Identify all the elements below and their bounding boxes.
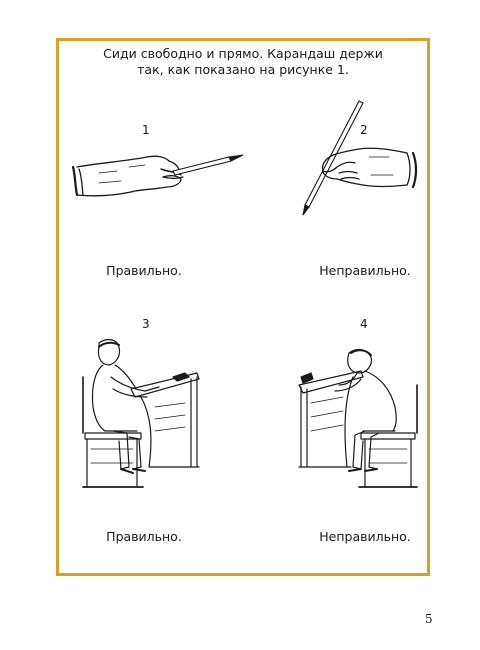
content-frame	[56, 38, 430, 576]
figure-4-caption: Неправильно.	[319, 529, 411, 544]
instruction-line-2: так, как показано на рисунке 1.	[137, 62, 349, 77]
boy-sitting-at-desk-correct-icon	[81, 337, 211, 501]
figure-4-number: 4	[360, 317, 368, 331]
hand-holding-pencil-correct-icon	[69, 133, 249, 233]
boy-sitting-at-desk-incorrect-icon	[291, 337, 421, 501]
instruction-line-1: Сиди свободно и прямо. Карандаш держи	[103, 46, 383, 61]
figure-1-number: 1	[142, 123, 150, 137]
hand-holding-pencil-incorrect-icon	[289, 91, 429, 221]
figure-2-caption: Неправильно.	[319, 263, 411, 278]
figure-3-number: 3	[142, 317, 150, 331]
figure-3-caption: Правильно.	[106, 529, 182, 544]
page-number: 5	[425, 612, 433, 626]
figure-2-number: 2	[360, 123, 368, 137]
figure-1-caption: Правильно.	[106, 263, 182, 278]
